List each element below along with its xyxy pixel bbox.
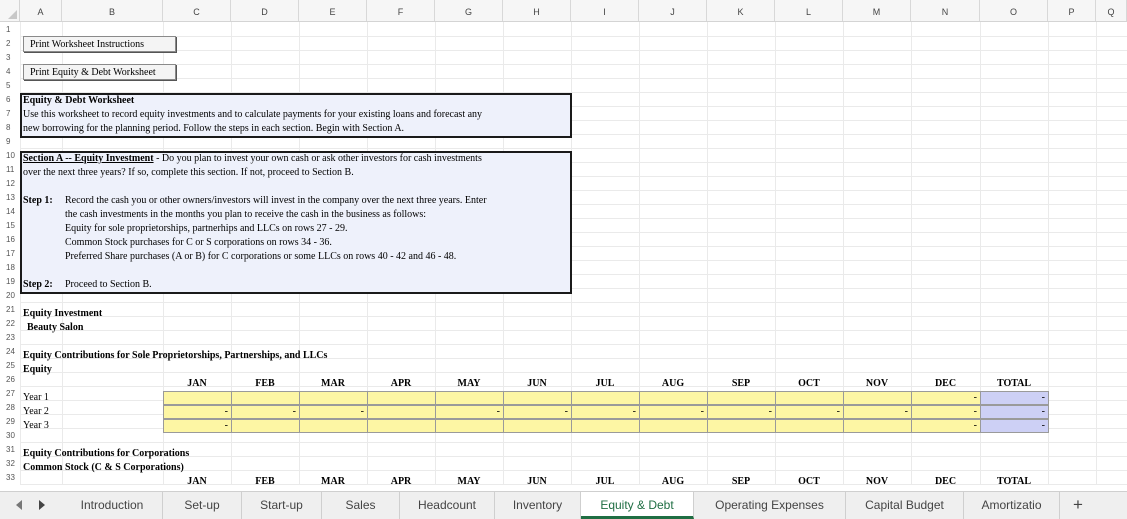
row-header[interactable]: 10 — [6, 151, 15, 160]
year-label: Year 2 — [23, 406, 49, 417]
col-header-h[interactable]: H — [503, 0, 571, 21]
month-header: NOV — [865, 476, 889, 487]
month-input-cell[interactable] — [503, 419, 572, 433]
month-input-cell[interactable] — [231, 391, 300, 405]
row-header[interactable]: 32 — [6, 459, 15, 468]
month-input-cell[interactable] — [367, 391, 436, 405]
row-header[interactable]: 13 — [6, 193, 15, 202]
row-header[interactable]: 19 — [6, 277, 15, 286]
month-header: MAY — [457, 378, 481, 389]
month-input-cell[interactable]: - — [435, 405, 504, 419]
month-header: JAN — [187, 476, 207, 487]
month-input-cell[interactable] — [503, 391, 572, 405]
month-input-cell[interactable] — [707, 391, 776, 405]
month-input-cell[interactable]: - — [911, 405, 981, 419]
month-header: AUG — [661, 378, 685, 389]
row-header[interactable]: 7 — [6, 109, 11, 118]
tab-capital-budget[interactable]: Capital Budget — [846, 492, 964, 519]
step-2-label: Step 2: — [23, 279, 53, 290]
month-header: OCT — [798, 378, 820, 389]
intro-line-1: Use this worksheet to record equity investments and to calculate payments for your existing loans and forecast any — [23, 109, 483, 120]
col-header-e[interactable]: E — [299, 0, 367, 21]
month-header: TOTAL — [996, 476, 1032, 487]
month-input-cell[interactable]: - — [707, 405, 776, 419]
row-header[interactable]: 27 — [6, 389, 15, 398]
col-header-c[interactable]: C — [163, 0, 231, 21]
total-cell[interactable]: - — [980, 391, 1049, 405]
grid-row-line — [20, 50, 1127, 51]
col-header-j[interactable]: J — [639, 0, 707, 21]
tab-amortization[interactable]: Amortizatio — [964, 492, 1060, 519]
month-input-cell[interactable] — [299, 391, 368, 405]
tab-operating-expenses[interactable]: Operating Expenses — [694, 492, 846, 519]
month-header: TOTAL — [996, 378, 1032, 389]
month-header: DEC — [934, 476, 957, 487]
month-input-cell[interactable] — [163, 391, 232, 405]
grid-row-line — [20, 302, 1127, 303]
month-header: MAR — [321, 476, 345, 487]
col-header-m[interactable]: M — [843, 0, 911, 21]
month-header: AUG — [661, 476, 685, 487]
col-header-o[interactable]: O — [980, 0, 1048, 21]
month-header: MAR — [321, 378, 345, 389]
row-header[interactable]: 26 — [6, 375, 15, 384]
grid-row-line — [20, 78, 1127, 79]
grid-row-line — [20, 442, 1127, 443]
row-header[interactable]: 4 — [6, 67, 11, 76]
row-header[interactable]: 3 — [6, 53, 11, 62]
col-header-q[interactable]: Q — [1096, 0, 1127, 21]
sole-prop-subheading: Equity — [23, 364, 52, 375]
tab-headcount[interactable]: Headcount — [400, 492, 495, 519]
corporations-heading: Equity Contributions for Corporations — [23, 448, 190, 459]
tab-sales[interactable]: Sales — [322, 492, 400, 519]
month-header: SEP — [731, 378, 751, 389]
total-cell[interactable]: - — [980, 419, 1049, 433]
month-input-cell[interactable] — [707, 419, 776, 433]
month-input-cell[interactable]: - — [163, 419, 232, 433]
company-name[interactable]: Beauty Salon — [27, 322, 84, 333]
section-a-line-1 — [23, 152, 482, 166]
scroll-tabs-right-icon[interactable] — [39, 500, 45, 510]
tab-inventory[interactable]: Inventory — [495, 492, 581, 519]
row-header[interactable]: 8 — [6, 123, 11, 132]
row-header[interactable]: 24 — [6, 347, 15, 356]
month-input-cell[interactable] — [571, 391, 640, 405]
row-header[interactable]: 15 — [6, 221, 15, 230]
month-input-cell[interactable]: - — [571, 405, 640, 419]
col-header-p[interactable]: P — [1048, 0, 1096, 21]
section-a-heading: Section A -- Equity Investment — [23, 153, 154, 164]
section-a-line-2: over the next three years? If so, complete this section. If not, proceed to Section B. — [23, 167, 354, 178]
col-header-f[interactable]: F — [367, 0, 435, 21]
print-instructions-button[interactable]: Print Worksheet Instructions — [23, 36, 176, 52]
step-1-line-3: Equity for sole proprietorships, partnerhips and LLCs on rows 27 - 29. — [65, 223, 348, 234]
select-all-corner[interactable] — [0, 0, 20, 21]
print-worksheet-button[interactable]: Print Equity & Debt Worksheet — [23, 64, 176, 80]
grid-row-line — [20, 330, 1127, 331]
month-input-cell[interactable] — [775, 391, 844, 405]
row-header[interactable]: 18 — [6, 263, 15, 272]
col-header-b[interactable]: B — [62, 0, 163, 21]
grid-row-line — [20, 64, 1127, 65]
row-header[interactable]: 31 — [6, 445, 15, 454]
year-label: Year 1 — [23, 392, 49, 403]
row-header[interactable]: 23 — [6, 333, 15, 342]
month-input-cell[interactable]: - — [163, 405, 232, 419]
step-1-line-1: Record the cash you or other owners/investors will invest in the company over the next three years. Enter — [65, 195, 487, 206]
row-header[interactable]: 17 — [6, 249, 15, 258]
col-header-d[interactable]: D — [231, 0, 299, 21]
month-header: FEB — [255, 476, 275, 487]
tab-introduction[interactable]: Introduction — [62, 492, 163, 519]
step-1-line-2: the cash investments in the months you plan to receive the cash in the business as follows: — [65, 209, 427, 220]
col-header-l[interactable]: L — [775, 0, 843, 21]
month-header: NOV — [865, 378, 889, 389]
year-label: Year 3 — [23, 420, 49, 431]
sole-prop-heading: Equity Contributions for Sole Proprietorships, Partnerships, and LLCs — [23, 350, 328, 361]
month-input-cell[interactable] — [231, 419, 300, 433]
row-header[interactable]: 9 — [6, 137, 11, 146]
row-header[interactable]: 33 — [6, 473, 15, 482]
row-header[interactable]: 16 — [6, 235, 15, 244]
month-input-cell[interactable] — [367, 419, 436, 433]
intro-title: Equity & Debt Worksheet — [23, 95, 135, 106]
row-header[interactable]: 1 — [6, 25, 11, 34]
month-input-cell[interactable] — [299, 419, 368, 433]
month-header: MAY — [457, 476, 481, 487]
col-header-k[interactable]: K — [707, 0, 775, 21]
row-header[interactable]: 5 — [6, 81, 11, 90]
step-2-text: Proceed to Section B. — [65, 279, 152, 290]
month-input-cell[interactable]: - — [299, 405, 368, 419]
intro-line-2: new borrowing for the planning period. Follow the steps in each section. Begin with Section A. — [23, 123, 405, 134]
month-header: FEB — [255, 378, 275, 389]
month-input-cell[interactable]: - — [231, 405, 300, 419]
common-stock-subheading: Common Stock (C & S Corporations) — [23, 462, 184, 473]
month-header: JUL — [595, 476, 615, 487]
row-header[interactable]: 11 — [6, 165, 15, 174]
row-header[interactable]: 2 — [6, 39, 11, 48]
section-a-line-1-rest: - Do you plan to invest your own cash or ask other investors for cash investments — [153, 153, 482, 164]
step-1-label: Step 1: — [23, 195, 53, 206]
row-header[interactable]: 12 — [6, 179, 15, 188]
row-header[interactable]: 25 — [6, 361, 15, 370]
month-input-cell[interactable]: - — [911, 419, 981, 433]
month-header: DEC — [934, 378, 957, 389]
col-header-a[interactable]: A — [20, 0, 62, 21]
month-input-cell[interactable]: - — [843, 405, 912, 419]
month-input-cell[interactable] — [639, 419, 708, 433]
month-header: JAN — [187, 378, 207, 389]
row-header[interactable]: 28 — [6, 403, 15, 412]
month-header: OCT — [798, 476, 820, 487]
sheet-tab-bar — [0, 491, 1127, 519]
total-cell[interactable]: - — [980, 405, 1049, 419]
col-header-i[interactable]: I — [571, 0, 639, 21]
grid-row-line — [20, 316, 1127, 317]
add-sheet-icon[interactable]: + — [1073, 495, 1083, 514]
grid-row-line — [20, 344, 1127, 345]
col-header-g[interactable]: G — [435, 0, 503, 21]
month-header: APR — [390, 476, 412, 487]
month-input-cell[interactable] — [435, 419, 504, 433]
month-header: JUN — [527, 378, 547, 389]
row-header[interactable]: 21 — [6, 305, 15, 314]
row-header[interactable]: 22 — [6, 319, 15, 328]
month-input-cell[interactable] — [571, 419, 640, 433]
grid-col-line — [1096, 22, 1097, 484]
row-header[interactable]: 29 — [6, 417, 15, 426]
column-header-bar — [0, 0, 1127, 22]
month-input-cell[interactable] — [435, 391, 504, 405]
col-header-n[interactable]: N — [911, 0, 980, 21]
month-input-cell[interactable] — [367, 405, 436, 419]
month-input-cell[interactable]: - — [503, 405, 572, 419]
row-header[interactable]: 30 — [6, 431, 15, 440]
month-input-cell[interactable] — [775, 419, 844, 433]
tab-equity-debt[interactable]: Equity & Debt — [581, 492, 694, 519]
month-header: JUN — [527, 476, 547, 487]
month-input-cell[interactable] — [843, 419, 912, 433]
month-input-cell[interactable] — [639, 391, 708, 405]
grid-row-line — [20, 36, 1127, 37]
row-header[interactable]: 20 — [6, 291, 15, 300]
row-header[interactable]: 14 — [6, 207, 15, 216]
row-header[interactable]: 6 — [6, 95, 11, 104]
equity-investment-title: Equity Investment — [23, 308, 103, 319]
month-input-cell[interactable] — [843, 391, 912, 405]
month-header: JUL — [595, 378, 615, 389]
month-header: APR — [390, 378, 412, 389]
grid-row-line — [20, 470, 1127, 471]
tab-start-up[interactable]: Start-up — [242, 492, 322, 519]
tab-set-up[interactable]: Set-up — [163, 492, 242, 519]
month-input-cell[interactable]: - — [775, 405, 844, 419]
step-1-line-4: Common Stock purchases for C or S corporations on rows 34 - 36. — [65, 237, 332, 248]
scroll-tabs-left-icon[interactable] — [16, 500, 22, 510]
step-1-line-5: Preferred Share purchases (A or B) for C corporations or some LLCs on rows 40 - 42 and 46 - 48. — [65, 251, 457, 262]
month-input-cell[interactable]: - — [911, 391, 981, 405]
grid-row-line — [20, 372, 1127, 373]
month-header: SEP — [731, 476, 751, 487]
month-input-cell[interactable]: - — [639, 405, 708, 419]
grid-row-line — [20, 148, 1127, 149]
